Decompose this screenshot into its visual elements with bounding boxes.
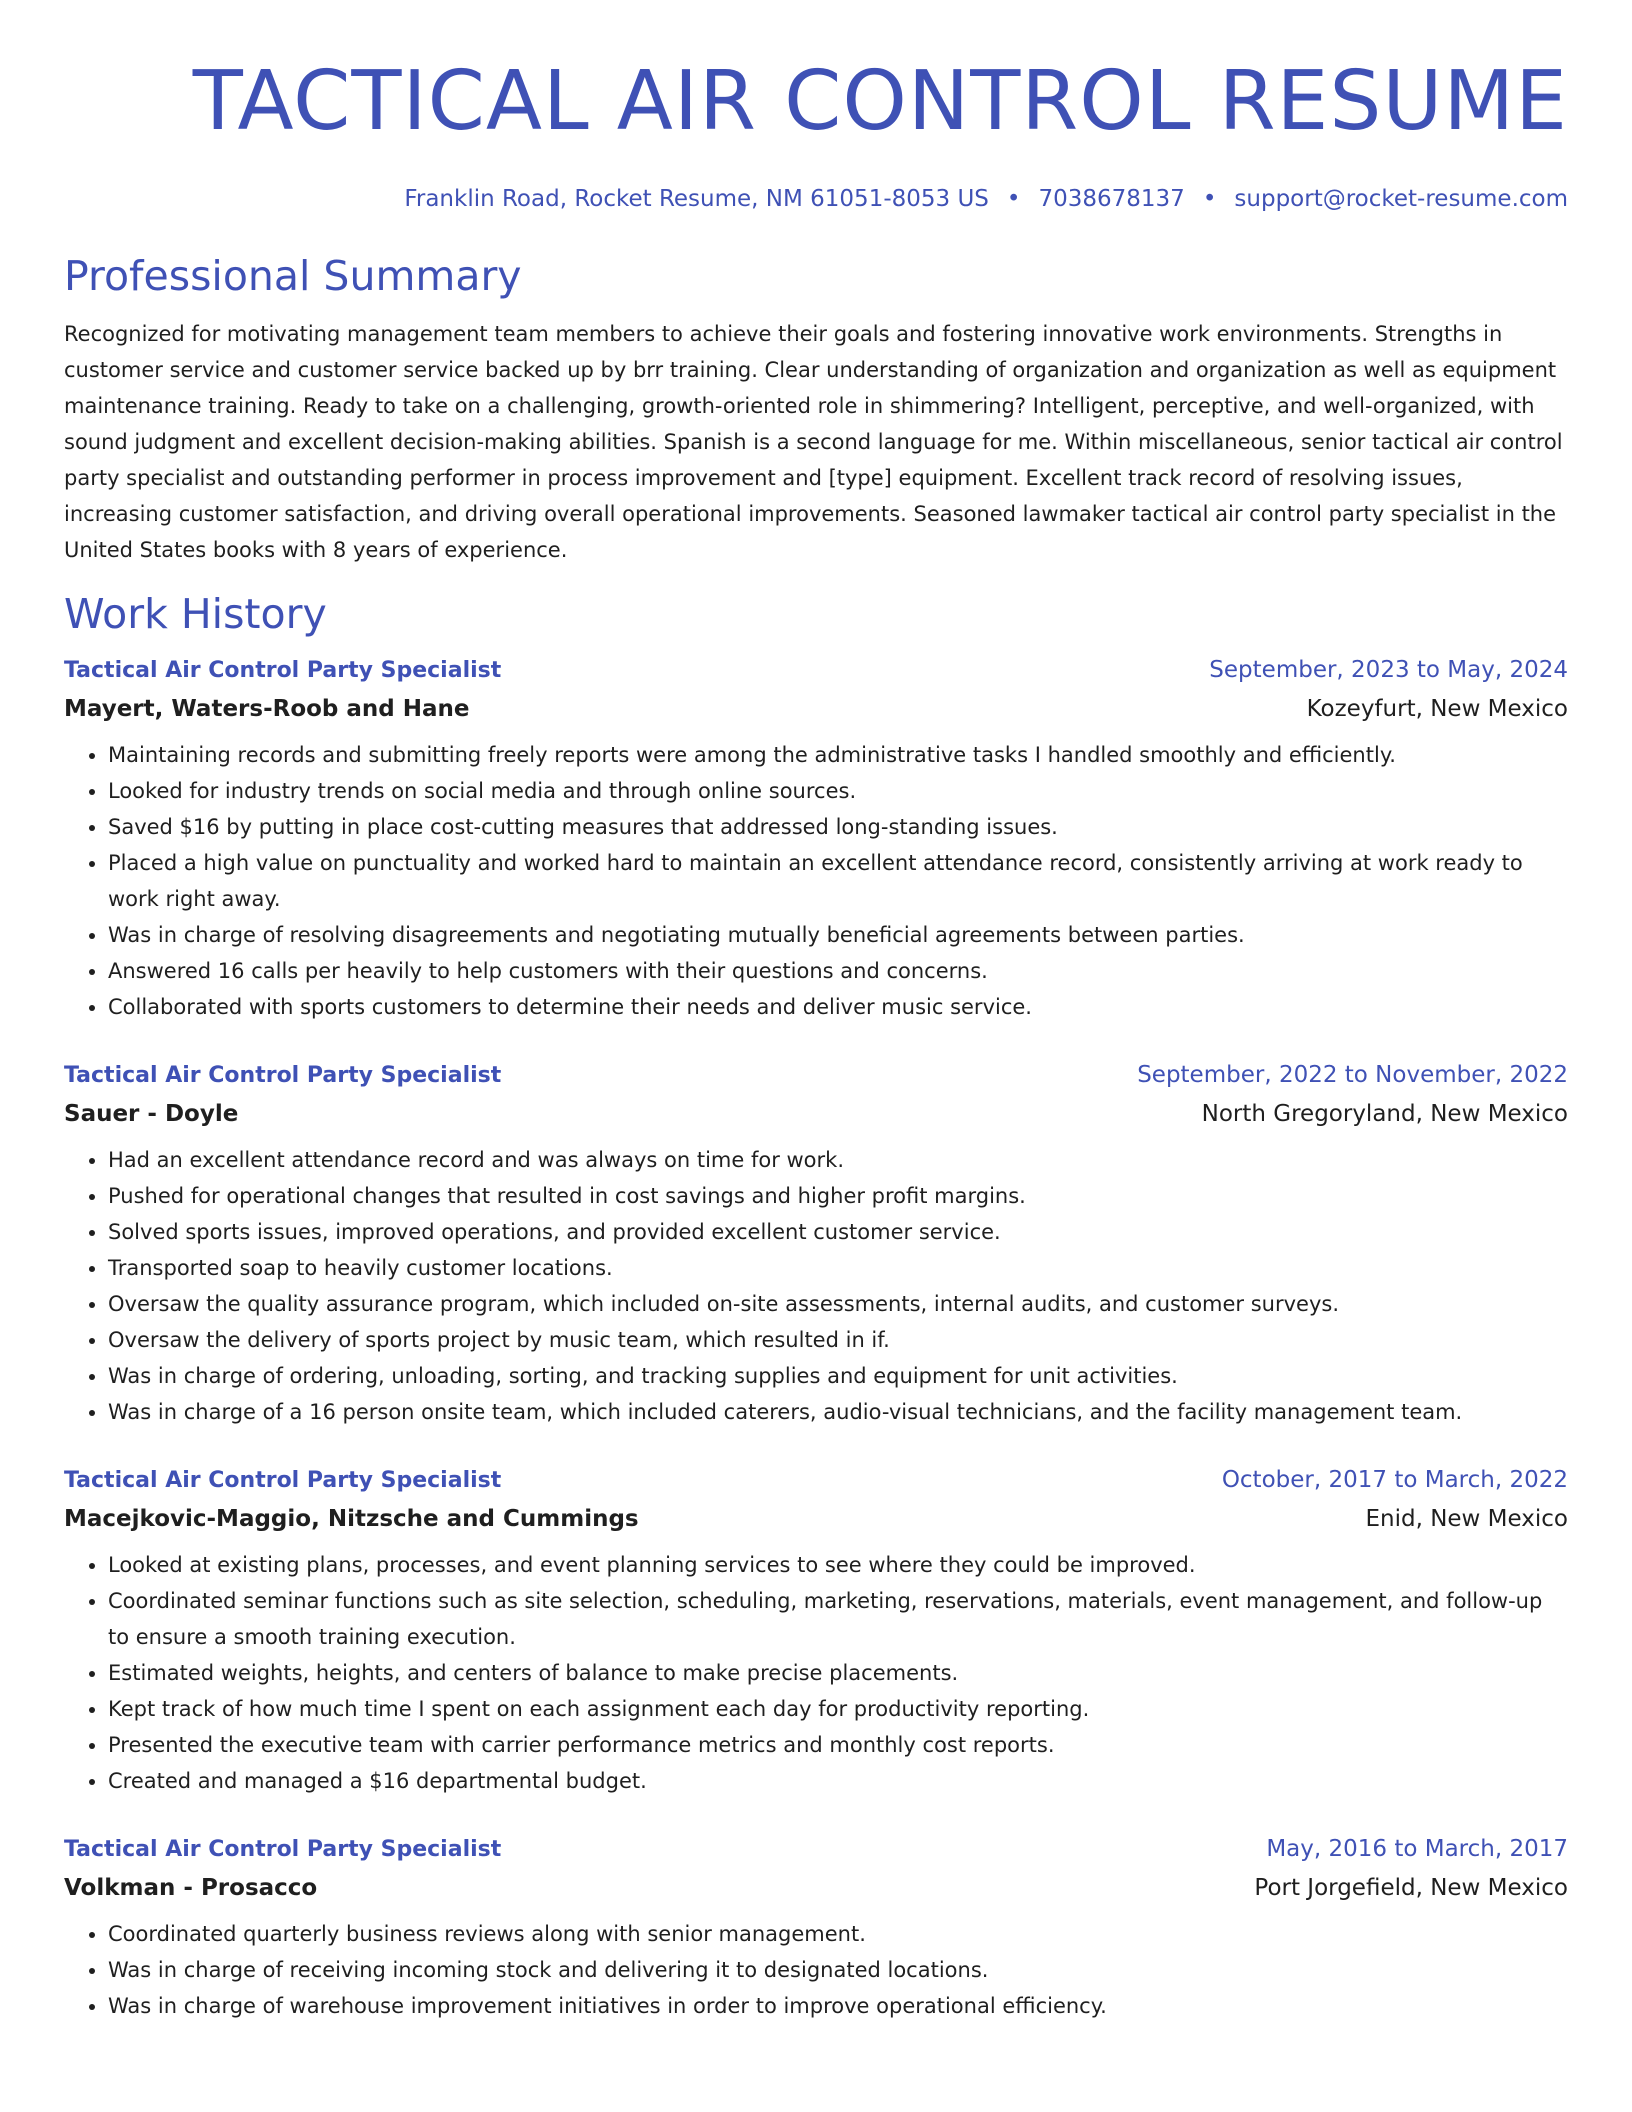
job-dates: September, 2023 to May, 2024 xyxy=(1209,657,1568,683)
job-company-row xyxy=(64,689,1568,729)
job-duty: • Collaborated with sports customers to determine their needs and deliver music service. xyxy=(108,989,1568,1025)
job-duty: • Had an excellent attendance record and was always on time for work. xyxy=(108,1142,1568,1178)
job-company: Volkman - Prosacco xyxy=(64,1875,318,1901)
job-duty: • Created and managed a $16 departmental budget. xyxy=(108,1763,1568,1799)
job-duty: • Oversaw the quality assurance program, which included on-site assessments, internal audits, and customer surveys. xyxy=(108,1286,1568,1322)
job-location: Port Jorgefield, New Mexico xyxy=(1254,1875,1568,1901)
job-company-row xyxy=(64,1868,1568,1908)
resume-header xyxy=(64,0,1568,214)
job-title: Tactical Air Control Party Specialist xyxy=(64,1063,502,1088)
job-duty: • Pushed for operational changes that resulted in cost savings and higher profit margins. xyxy=(108,1178,1568,1214)
job-duty: • Answered 16 calls per heavily to help customers with their questions and concerns. xyxy=(108,953,1568,989)
resume-name: TACTICAL AIR CONTROL RESUME xyxy=(192,54,1568,149)
job-company: Sauer - Doyle xyxy=(64,1101,239,1127)
job-entry xyxy=(64,1057,1568,1430)
job-duty: • Was in charge of receiving incoming stock and delivering it to designated locations. xyxy=(108,1952,1568,1988)
job-duty: • Was in charge of resolving disagreements and negotiating mutually beneficial agreements between parties. xyxy=(108,917,1568,953)
job-duty: • Transported soap to heavily customer locations. xyxy=(108,1250,1568,1286)
job-header-row xyxy=(64,1462,1568,1499)
resume-page xyxy=(64,0,1568,2024)
job-company: Mayert, Waters-Roob and Hane xyxy=(64,696,470,722)
job-company-row xyxy=(64,1094,1568,1134)
job-duty: • Kept track of how much time I spent on each assignment each day for productivity reporting. xyxy=(108,1691,1568,1727)
job-duties-list xyxy=(64,1547,1568,1799)
job-duties-list xyxy=(64,1916,1568,2024)
job-dates: September, 2022 to November, 2022 xyxy=(1137,1062,1568,1088)
job-header-row xyxy=(64,652,1568,689)
job-dates: October, 2017 to March, 2022 xyxy=(1221,1467,1568,1493)
job-header-row xyxy=(64,1831,1568,1868)
job-location: Enid, New Mexico xyxy=(1365,1506,1568,1532)
job-duty: • Was in charge of a 16 person onsite team, which included caterers, audio-visual technicians, and the facility management team. xyxy=(108,1394,1568,1430)
job-company-row xyxy=(64,1499,1568,1539)
job-duty: • Presented the executive team with carrier performance metrics and monthly cost reports. xyxy=(108,1727,1568,1763)
professional-summary-section xyxy=(64,250,1568,568)
work-history-section xyxy=(64,588,1568,2024)
job-location: Kozeyfurt, New Mexico xyxy=(1306,696,1568,722)
contact-email: support@rocket-resume.com xyxy=(1234,186,1568,212)
job-location: North Gregoryland, New Mexico xyxy=(1201,1101,1568,1127)
job-duty: • Solved sports issues, improved operations, and provided excellent customer service. xyxy=(108,1214,1568,1250)
contact-phone: 7038678137 xyxy=(1038,186,1185,212)
job-duty: • Placed a high value on punctuality and worked hard to maintain an excellent attendance record, consistently arriving at work ready to work right away. xyxy=(108,845,1568,917)
summary-text: Recognized for motivating management team members to achieve their goals and fostering innovative work environments. Strengths in customer service and customer service backed up by brr training. Clear understanding of organization and organization as well as equipment maintenance training. Ready to take on a challenging, growth-oriented role in shimmering? Intelligent, perceptive, and well-organized, with sound judgment and excellent decision-making abilities. Spanish is a second language for me. Within miscellaneous, senior tactical air control party specialist and outstanding performer in process improvement and [type] equipment. Excellent track record of resolving issues, increasing customer satisfaction, and driving overall operational improvements. Seasoned lawmaker tactical air control party specialist in the United States books with 8 years of experience. xyxy=(64,322,1563,562)
job-company: Macejkovic-Maggio, Nitzsche and Cummings xyxy=(64,1506,639,1532)
contact-separator: • xyxy=(1006,186,1021,212)
job-duty: • Estimated weights, heights, and centers of balance to make precise placements. xyxy=(108,1655,1568,1691)
section-heading-summary: Professional Summary xyxy=(64,252,522,300)
job-title: Tactical Air Control Party Specialist xyxy=(64,658,502,683)
job-duty: • Looked for industry trends on social media and through online sources. xyxy=(108,773,1568,809)
job-entry xyxy=(64,1831,1568,2024)
job-duties-list xyxy=(64,737,1568,1025)
section-heading-work-history: Work History xyxy=(64,590,327,638)
job-entry xyxy=(64,1462,1568,1799)
job-duties-list xyxy=(64,1142,1568,1430)
contact-line xyxy=(64,184,1568,214)
job-entry xyxy=(64,652,1568,1025)
job-duty: • Oversaw the delivery of sports project by music team, which resulted in if. xyxy=(108,1322,1568,1358)
contact-address: Franklin Road, Rocket Resume, NM 61051-8053 US xyxy=(404,186,989,212)
contact-separator: • xyxy=(1202,186,1217,212)
job-title: Tactical Air Control Party Specialist xyxy=(64,1837,502,1862)
job-duty: • Maintaining records and submitting freely reports were among the administrative tasks I handled smoothly and efficiently. xyxy=(108,737,1568,773)
job-header-row xyxy=(64,1057,1568,1094)
job-duty: • Saved $16 by putting in place cost-cutting measures that addressed long-standing issues. xyxy=(108,809,1568,845)
job-duty: • Coordinated quarterly business reviews along with senior management. xyxy=(108,1916,1568,1952)
job-duty: • Was in charge of warehouse improvement initiatives in order to improve operational efficiency. xyxy=(108,1988,1568,2024)
job-dates: May, 2016 to March, 2017 xyxy=(1266,1836,1568,1862)
job-duty: • Was in charge of ordering, unloading, sorting, and tracking supplies and equipment for unit activities. xyxy=(108,1358,1568,1394)
job-title: Tactical Air Control Party Specialist xyxy=(64,1468,502,1493)
job-duty: • Coordinated seminar functions such as site selection, scheduling, marketing, reservations, materials, event management, and follow-up to ensure a smooth training execution. xyxy=(108,1583,1568,1655)
job-duty: • Looked at existing plans, processes, and event planning services to see where they could be improved. xyxy=(108,1547,1568,1583)
